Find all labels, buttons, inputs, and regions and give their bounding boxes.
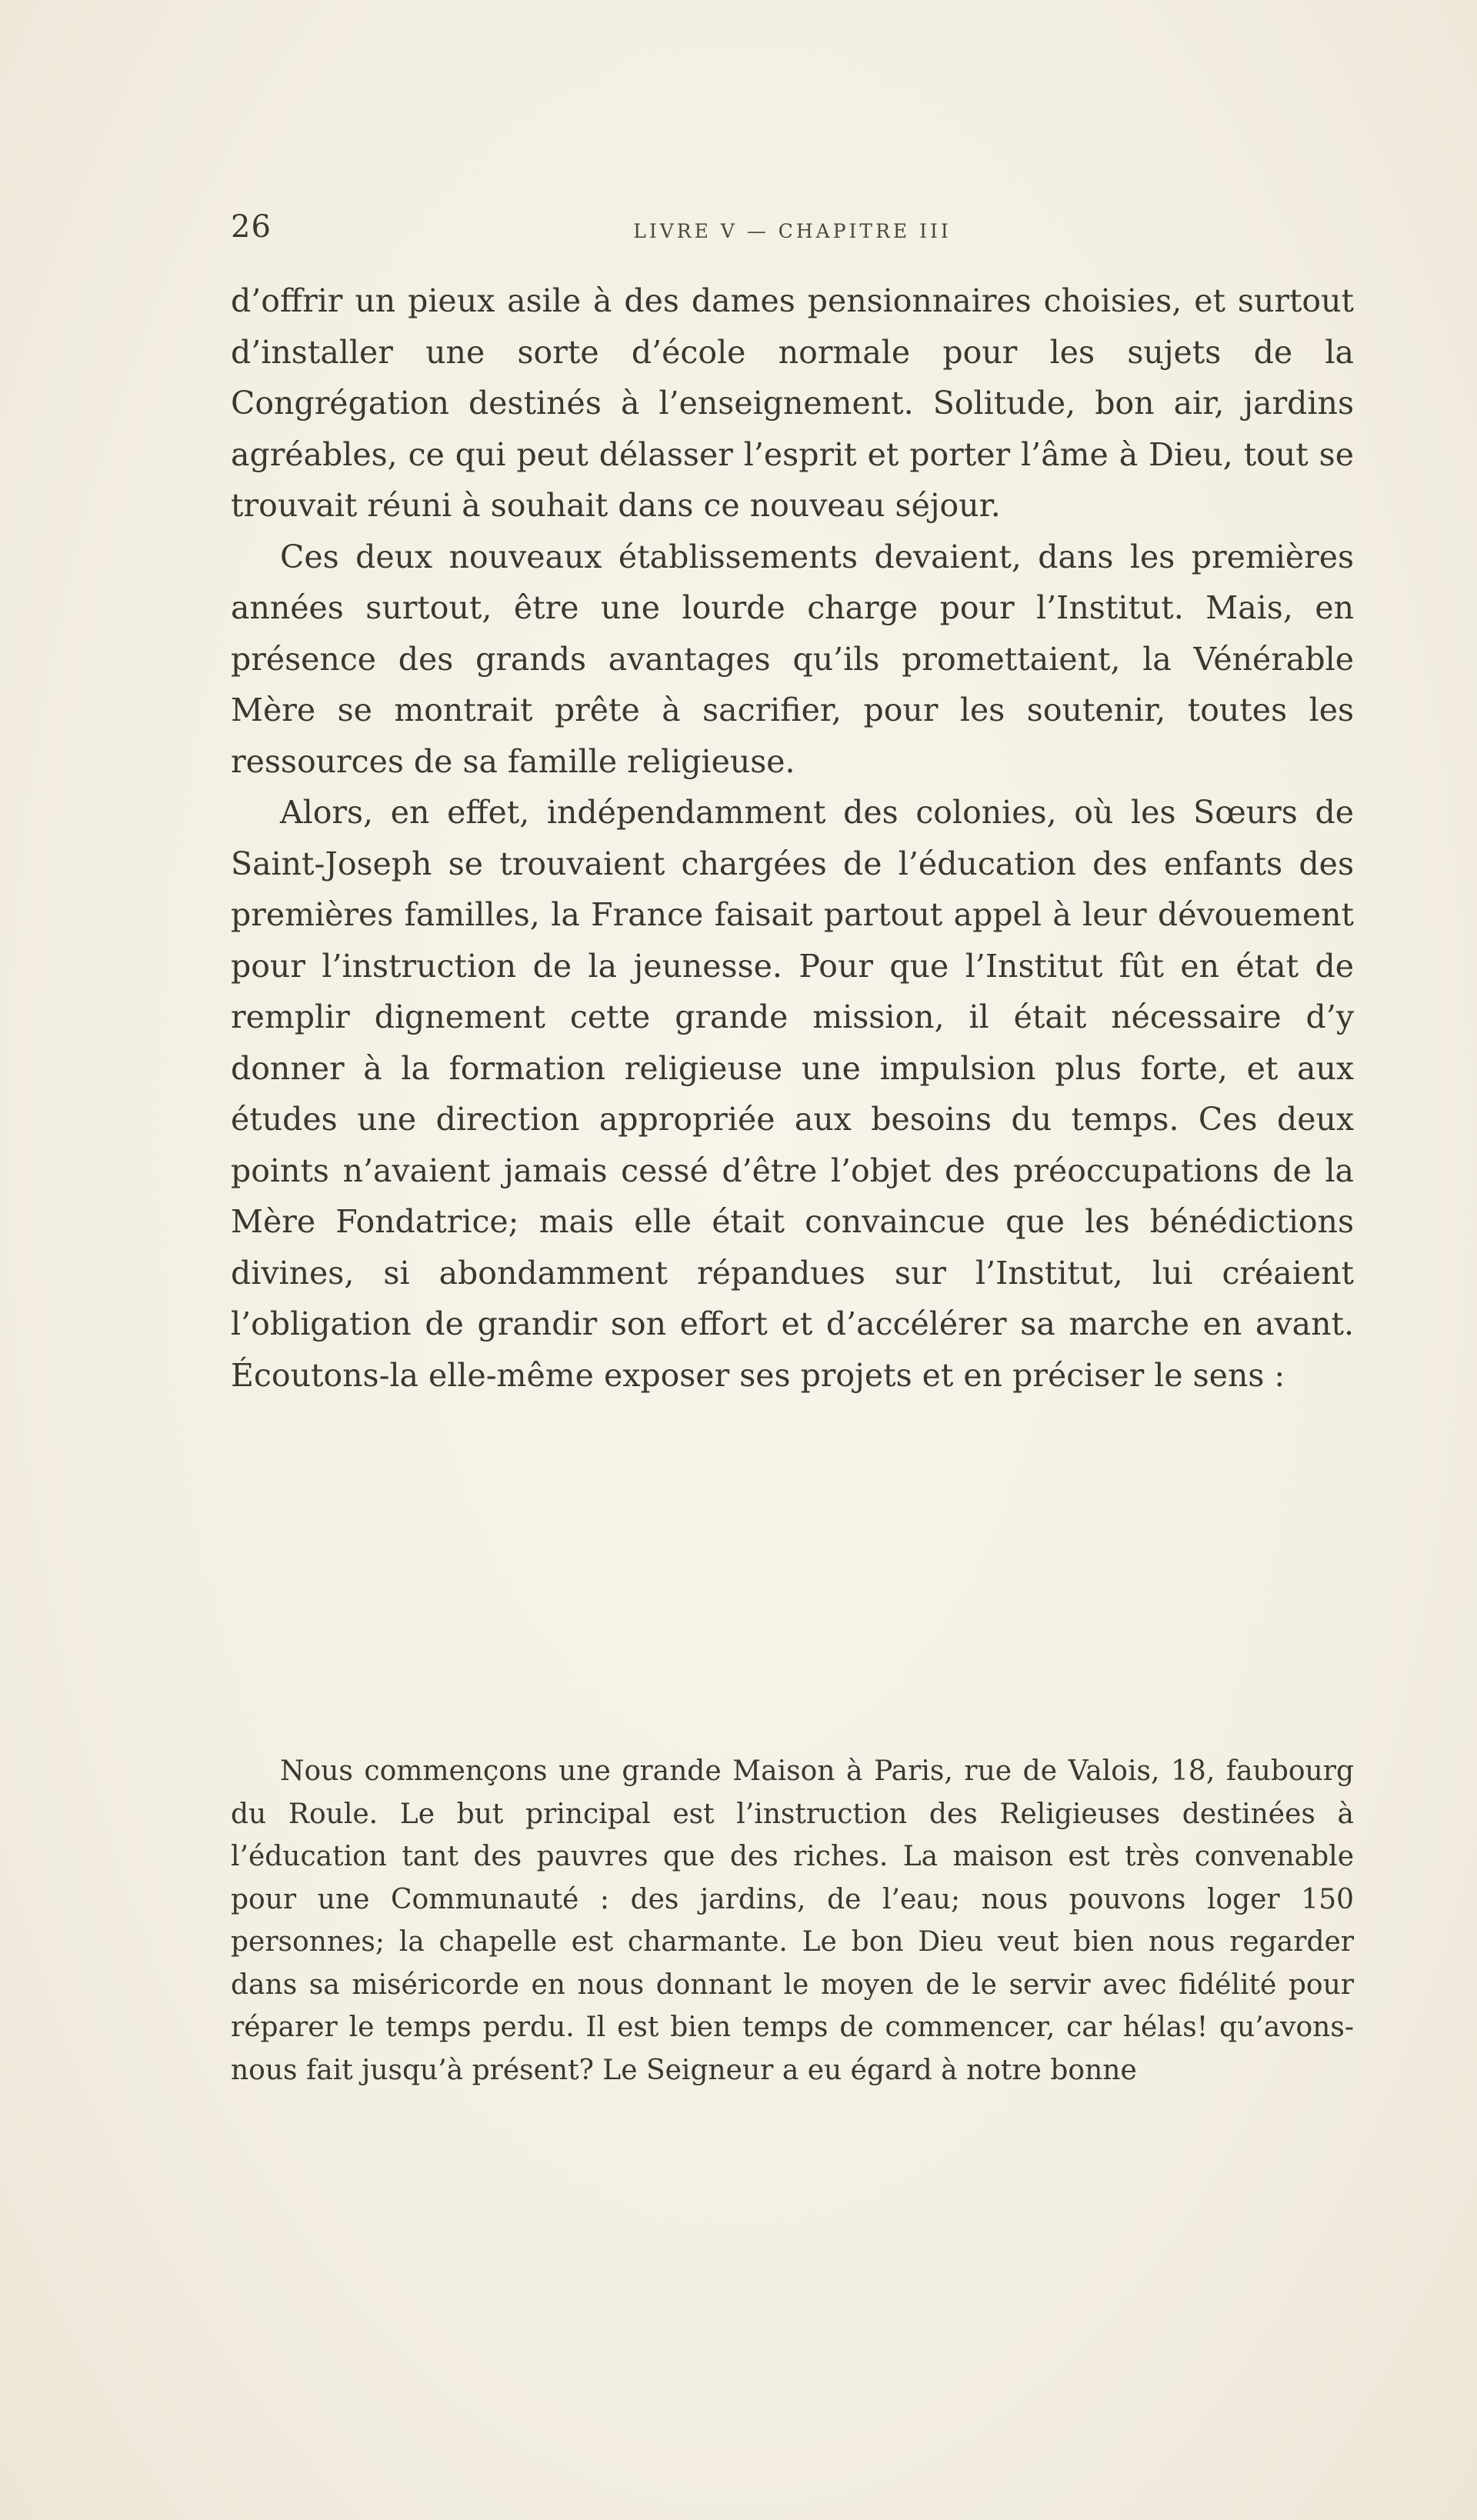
quoted-letter [231,1750,1354,2092]
paragraph-continued: d’offrir un pieux asile à des dames pensionnaires choisies, et surtout d’installer une sorte d’école normale pour les sujets de la Congrégation destinés à l’enseignement. Solitude, bon air, jardins agréables, ce qui peut délasser l’esprit et porter l’âme à Dieu, tout se trouvait réuni à souhait dans ce nouveau séjour. [231,282,1354,524]
body-text [231,275,1354,1401]
quote-paragraph: Nous commençons une grande Maison à Paris, rue de Valois, 18, faubourg du Roule. Le but principal est l’instruction des Religieuses destinées à l’éducation tant des pauvres que des riches. La maison est très convenable pour une Communauté : des jardins, de l’eau; nous pouvons loger 150 personnes; la chapelle est charmante. Le bon Dieu veut bien nous regarder dans sa miséricorde en nous donnant le moyen de le servir avec fidélité pour réparer le temps perdu. Il est bien temps de commencer, car hélas! qu’avons-nous fait jusqu’à présent? Le Seigneur a eu égard à notre bonne [231,1755,1354,2086]
paragraph: Alors, en effet, indépendamment des colonies, où les Sœurs de Saint-Joseph se trouvaient chargées de l’éducation des enfants des premières familles, la France faisait partout appel à leur dévouement pour l’instruction de la jeunesse. Pour que l’Institut fût en état de remplir dignement cette grande mission, il était nécessaire d’y donner à la formation religieuse une impulsion plus forte, et aux études une direction appropriée aux besoins du temps. Ces deux points n’avaient jamais cessé d’être l’objet des préoccupations de la Mère Fondatrice; mais elle était convaincue que les bénédictions divines, si abondamment répandues sur l’Institut, lui créaient l’obligation de grandir son effort et d’accélérer sa marche en avant. Écoutons-la elle-même exposer ses projets et en préciser le sens : [231,794,1354,1394]
page-header [231,209,1354,255]
page-number: 26 [231,209,272,245]
running-head: LIVRE V — CHAPITRE III [633,220,952,242]
paragraph: Ces deux nouveaux établissements devaient, dans les premières années surtout, être une lourde charge pour l’Institut. Mais, en présence des grands avantages qu’ils promettaient, la Vénérable Mère se montrait prête à sacrifier, pour les soutenir, toutes les ressources de sa famille religieuse. [231,538,1354,780]
